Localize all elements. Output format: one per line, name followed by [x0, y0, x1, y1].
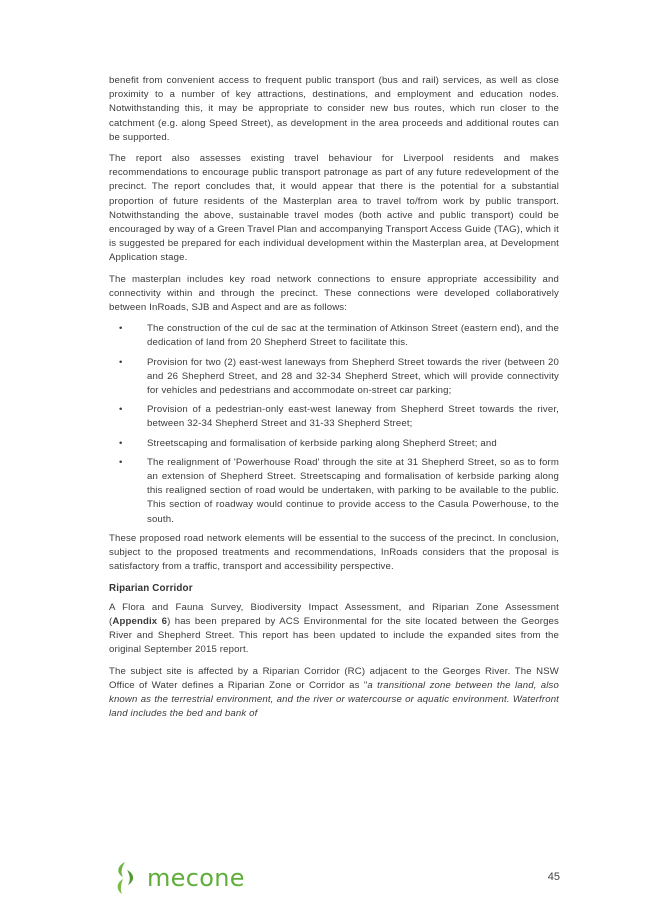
- road-network-list: [109, 322, 559, 527]
- list-item: • The realignment of 'Powerhouse Road' through the site at 31 Shepherd Street, so as to form an extension of Shepherd Street. Streetscaping and formalisation of kerbside parking along this realigned section of road would be undertaken, with parking to be available to the public. This section of roadway would continue to provide access to the Casula Powerhouse, to the south.: [109, 456, 559, 527]
- paragraph-text: The subject site is affected by a Riparian Corridor (RC) adjacent to the Georges River. The NSW Office of Water defines a Riparian Zone or Corridor as ": [109, 665, 559, 691]
- logo-text: mecone: [147, 864, 245, 892]
- list-item: • Provision for two (2) east-west laneways from Shepherd Street towards the river (between 20 and 26 Shepherd Street, and 28 and 32-34 Shepherd Street, which will provide connectivity for vehicles and pedestrians and accommodate on-street car parking;: [109, 356, 559, 399]
- paragraph-text: A Flora and Fauna Survey, Biodiversity Impact Assessment, and Riparian Zone Assessment (: [109, 601, 559, 627]
- list-item: • The construction of the cul de sac at the termination of Atkinson Street (eastern end), and the dedication of land from 20 Shepherd Street to facilitate this.: [109, 322, 559, 350]
- section-heading-riparian: Riparian Corridor: [109, 582, 193, 594]
- page-number: 45: [547, 871, 560, 883]
- document-body: [109, 74, 559, 728]
- paragraph-travel-behaviour: The report also assesses existing travel behaviour for Liverpool residents and makes recommendations to encourage public transport patronage as part of any future redevelopment of the precinct. The report concludes that, it would appear that there is the potential for a substantial proportion of future residents of the Masterplan area to travel to/from work by public transport. Notwithstanding the above, sustainable travel modes (both active and public transport) could be encouraged by way of a Green Travel Plan and accompanying Transport Access Guide (TAG), which it is suggested be prepared for each individual development within the Masterplan area, at Development Application stage.: [109, 153, 559, 264]
- paragraph-riparian-definition: [109, 665, 559, 722]
- paragraph-flora-fauna: [109, 601, 559, 658]
- list-item: • Streetscaping and formalisation of kerbside parking along Shepherd Street; and: [109, 437, 559, 451]
- leaf-logo-icon: [111, 860, 141, 896]
- appendix-reference: Appendix 6: [112, 615, 168, 627]
- paragraph-road-network-intro: The masterplan includes key road network connections to ensure appropriate accessibility and connectivity within and through the precinct. These connections were developed collaboratively between InRoads, SJB and Aspect and are as follows:: [109, 273, 559, 314]
- definition-quote: a transitional zone between the land, also known as the terrestrial environment, and the river or watercourse or aquatic environment. Waterfront land includes the bed and bank of: [109, 679, 559, 720]
- paragraph-road-network-conclusion: These proposed road network elements will be essential to the success of the precinct. In conclusion, subject to the proposed treatments and recommendations, InRoads considers that the proposal is satisfactory from a traffic, transport and accessibility perspective.: [109, 532, 559, 573]
- paragraph-text: ) has been prepared by ACS Environmental for the site located between the Georges River and Shepherd Street. This report has been updated to include the expanded sites from the original September 2015 report.: [109, 615, 559, 656]
- paragraph-transport-access: benefit from convenient access to frequent public transport (bus and rail) services, as well as close proximity to a number of key attractions, destinations, and employment and education nodes. Notwithstanding this, it may be appropriate to consider new bus routes, which run closer to the catchment (e.g. along Speed Street), as development in the area proceeds and additional routes can be supported.: [109, 75, 559, 143]
- list-item: • Provision of a pedestrian-only east-west laneway from Shepherd Street towards the river, between 32-34 Shepherd Street and 31-33 Shepherd Street;: [109, 403, 559, 431]
- mecone-logo: [111, 860, 245, 896]
